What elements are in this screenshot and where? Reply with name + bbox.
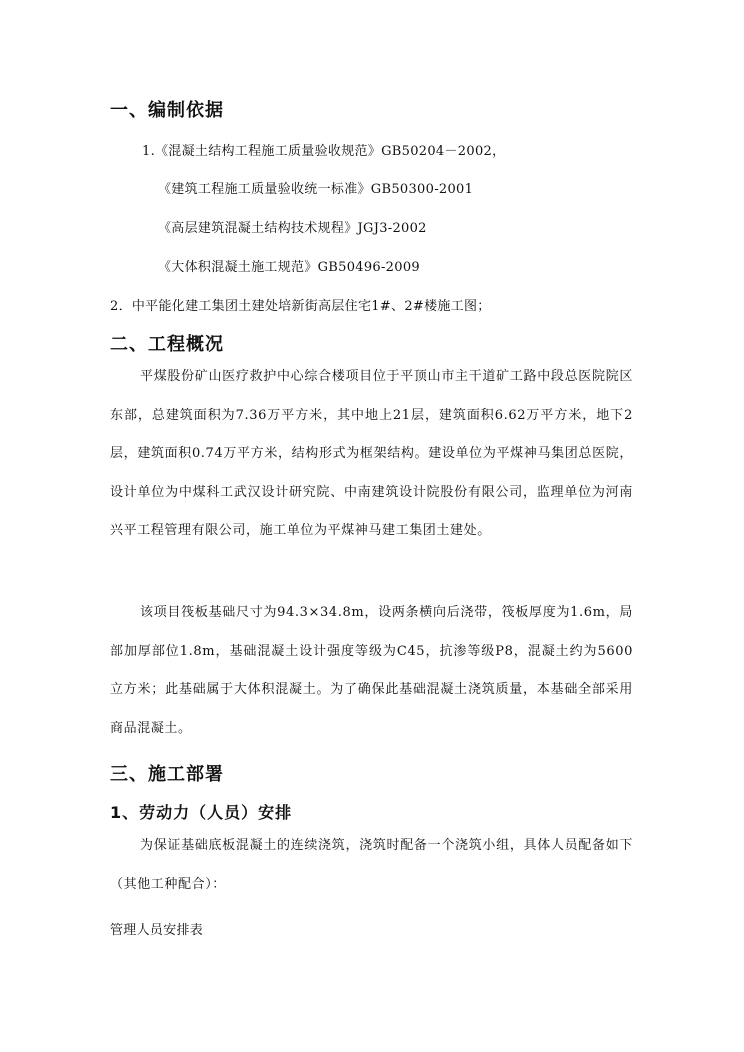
overview-paragraph-1: 平煤股份矿山医疗救护中心综合楼项目位于平顶山市主干道矿工路中段总医院院区东部，总建筑面积为7.36万平方米，其中地上21层，建筑面积6.62万平方米，地下2层，建筑面积0.74万平方米，结构形式为框架结构。建设单位为平煤神马集团总医院，设计单位为中煤科工武汉设计研究院、中南建筑设计院股份有限公司，监理单位为河南兴平工程管理有限公司，施工单位为平煤神马建工集团土建处。 — [110, 369, 633, 538]
basis-item-3: 《高层建筑混凝土结构技术规程》JGJ3-2002 — [158, 221, 427, 236]
basis-item-1: 1.《混凝土结构工程施工质量验收规范》GB50204－2002， — [142, 144, 506, 159]
basis-item-4: 《大体积混凝土施工规范》GB50496-2009 — [158, 260, 420, 275]
section-heading-overview: 二、工程概况 — [110, 334, 224, 355]
section-heading-deployment: 三、施工部署 — [110, 764, 224, 785]
overview-paragraph-2: 该项目筏板基础尺寸为94.3×34.8m，设两条横向后浇带，筏板厚度为1.6m，局部加厚部位1.8m，基础混凝土设计强度等级为C45，抗渗等级P8，混凝土约为5600立方米；此基础属于大体积混凝土。为了确保此基础混凝土浇筑质量，本基础全部采用商品混凝土。 — [110, 605, 633, 736]
section-heading-basis: 一、编制依据 — [110, 100, 224, 121]
subsection-heading-labor: 1、劳动力（人员）安排 — [110, 803, 293, 822]
basis-item-5: 2．中平能化建工集团土建处培新街高层住宅1#、2#楼施工图； — [110, 299, 491, 314]
table-caption: 管理人员安排表 — [110, 923, 204, 938]
basis-item-2: 《建筑工程施工质量验收统一标准》GB50300-2001 — [158, 182, 474, 197]
deployment-paragraph: 为保证基础底板混凝土的连续浇筑，浇筑时配备一个浇筑小组，具体人员配备如下（其他工种配合）： — [110, 838, 633, 892]
